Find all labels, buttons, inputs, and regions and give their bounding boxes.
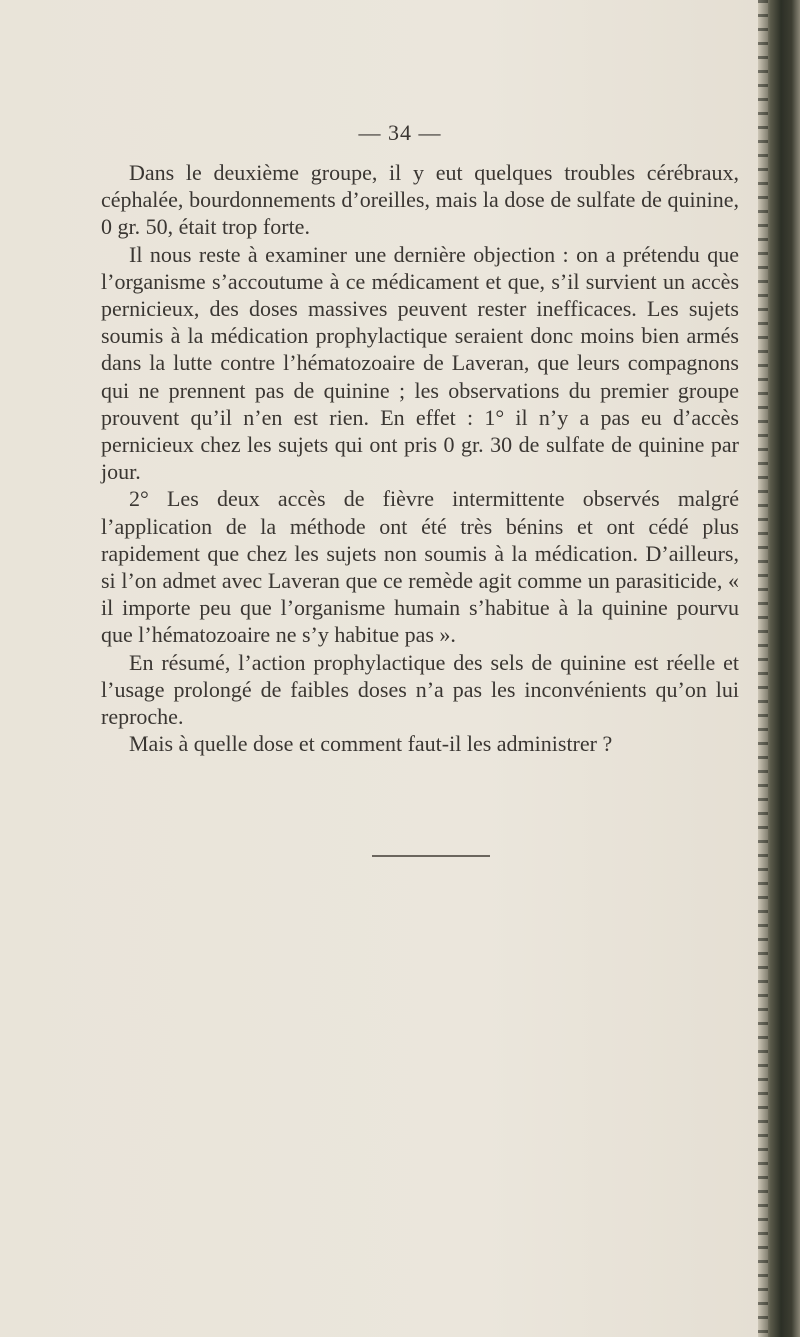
paragraph-3: 2° Les deux accès de fièvre intermittente observés malgré l’application de la méthode ont été très bénins et ont cédé plus rapidement que chez les sujets non soumis à la médication. D’ailleurs, si l’on admet avec Laveran que ce remède agit comme un parasiticide, « il importe peu que l’organisme humain s’habitue à la quinine pourvu que l’hématozoaire ne s’y habitue pas ».: [101, 486, 739, 648]
page-number: — 34 —: [358, 120, 442, 145]
paragraph-5: Mais à quelle dose et comment faut-il les administrer ?: [129, 731, 613, 757]
paragraph-1: Dans le deuxième groupe, il y eut quelques troubles cérébraux, céphalée, bourdonnements d’oreilles, mais la dose de sulfate de quinine, 0 gr. 50, était trop forte.: [101, 160, 739, 240]
book-binding-edge: [758, 0, 800, 1337]
body-text: [101, 159, 739, 757]
paragraph-4: En résumé, l’action prophylactique des sels de quinine est réelle et l’usage prolongé de faibles doses n’a pas les inconvénients qu’on lui reproche.: [101, 649, 739, 730]
section-divider: [372, 855, 490, 857]
paragraph-2: Il nous reste à examiner une dernière objection : on a prétendu que l’organisme s’accoutume à ce médicament et que, s’il survient un accès pernicieux, des doses massives peuvent rester inefficaces. Les sujets soumis à la médication prophylactique seraient donc moins bien armés dans la lutte contre l’hématozoaire de Laveran, que leurs compagnons qui ne prennent pas de quinine ; les observations du premier groupe prouvent qu’il n’en est rien. En effet : 1° il n’y a pas eu d’accès pernicieux chez les sujets qui ont pris 0 gr. 30 de sulfate de quinine par jour.: [101, 241, 739, 485]
